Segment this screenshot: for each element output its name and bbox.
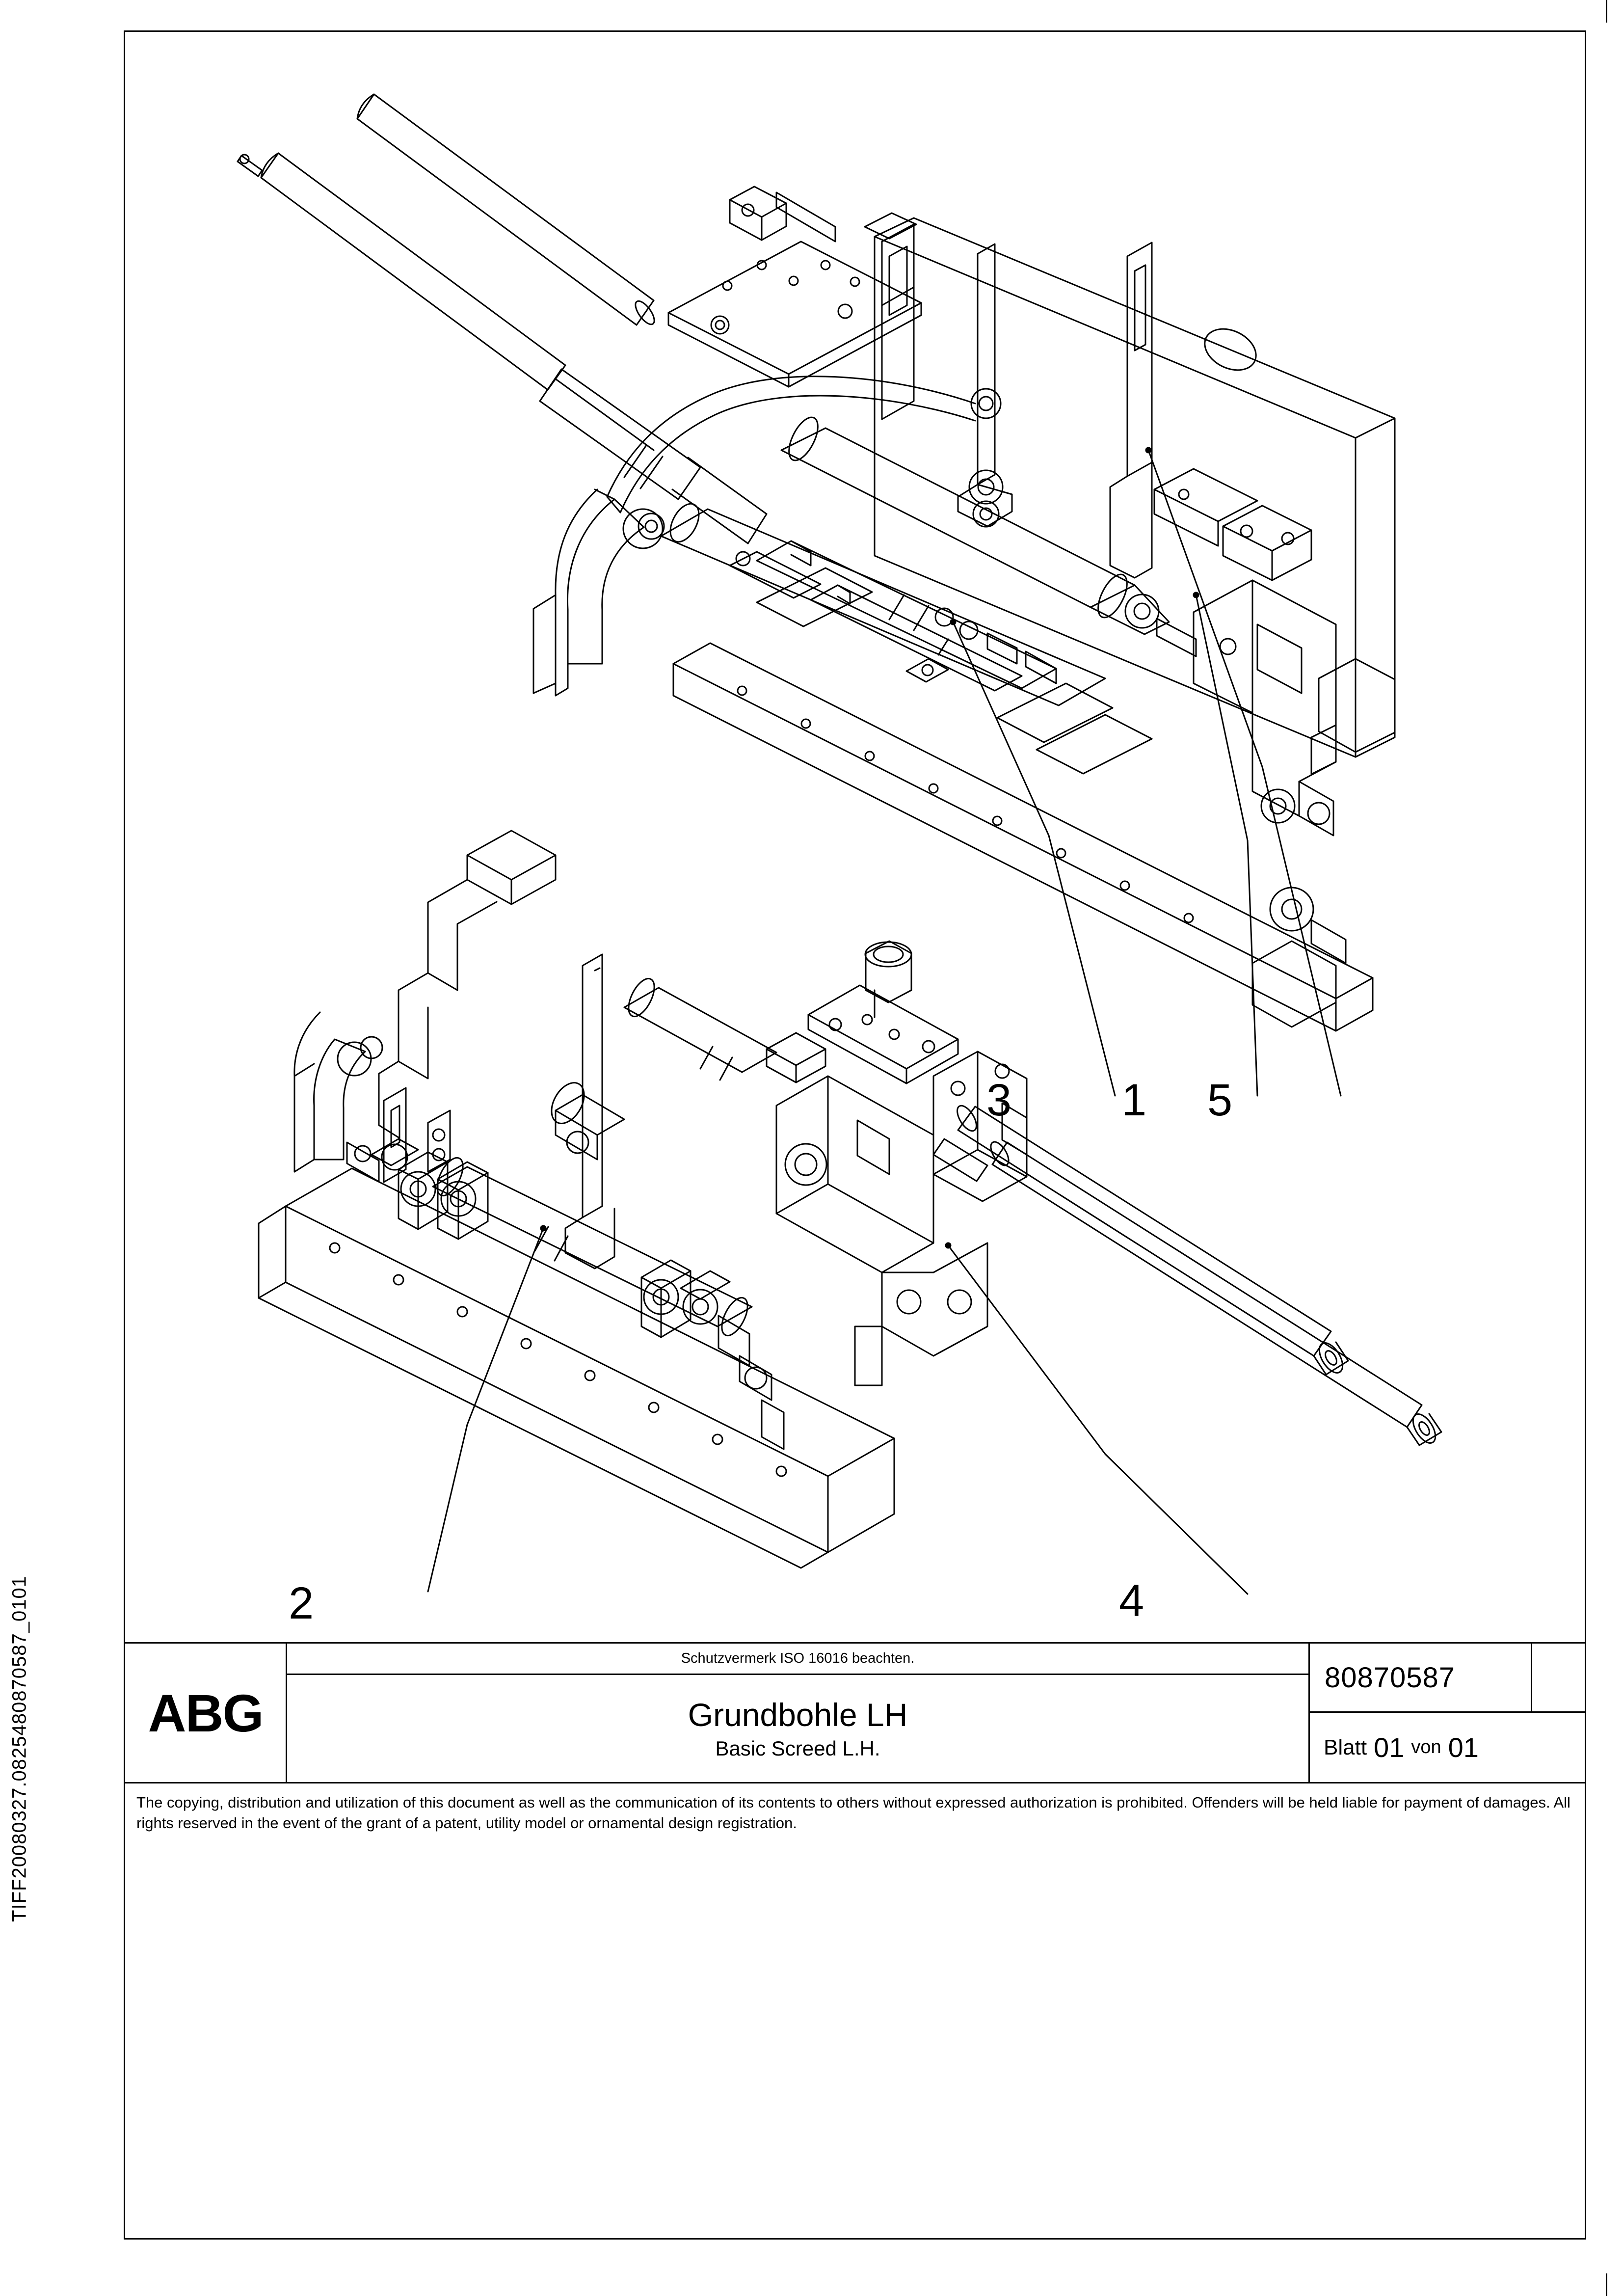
sheet-of-label: von bbox=[1411, 1737, 1441, 1757]
callout-number-4: 4 bbox=[1119, 1576, 1144, 1626]
legal-notice: The copying, distribution and utilization of this document as well as the communication of its contents to others without expressed authorization is prohibited. Offenders will be held liable for payment of damages. All rights reserved in the event of the grant of a patent, utility model or ornamental design registration. bbox=[136, 1794, 1570, 1832]
archive-code: TIFF20080327.0825480870587_0101 bbox=[8, 1576, 30, 1922]
title-block-center bbox=[287, 1644, 1310, 1782]
callout-number-1: 1 bbox=[1121, 1075, 1147, 1125]
logo-text: ABG bbox=[148, 1683, 263, 1743]
drawing-title-de: Grundbohle LH bbox=[688, 1696, 908, 1733]
part-number: 80870587 bbox=[1325, 1661, 1456, 1694]
drawing-title-en: Basic Screed L.H. bbox=[715, 1736, 880, 1760]
technical-drawing bbox=[124, 30, 1586, 1641]
callout-number-3: 3 bbox=[986, 1075, 1012, 1125]
callout-number-5: 5 bbox=[1207, 1075, 1233, 1125]
corner-tick-bottom-right bbox=[1606, 2273, 1607, 2296]
protection-note: Schutzvermerk ISO 16016 beachten. bbox=[287, 1644, 1308, 1675]
title-block-right bbox=[1310, 1644, 1585, 1782]
sheet-number: 01 bbox=[1374, 1732, 1405, 1763]
corner-tick-top-right bbox=[1606, 0, 1607, 23]
part-number-revision-cell bbox=[1531, 1644, 1585, 1711]
part-number-row bbox=[1310, 1644, 1585, 1713]
manufacturer-logo bbox=[125, 1644, 287, 1782]
sheet-total: 01 bbox=[1448, 1732, 1479, 1763]
sheet-label: Blatt bbox=[1324, 1735, 1367, 1759]
title-block bbox=[124, 1642, 1586, 1783]
callout-number-2: 2 bbox=[289, 1578, 314, 1628]
drawing-titles bbox=[287, 1675, 1308, 1782]
sheet-row bbox=[1310, 1713, 1585, 1782]
